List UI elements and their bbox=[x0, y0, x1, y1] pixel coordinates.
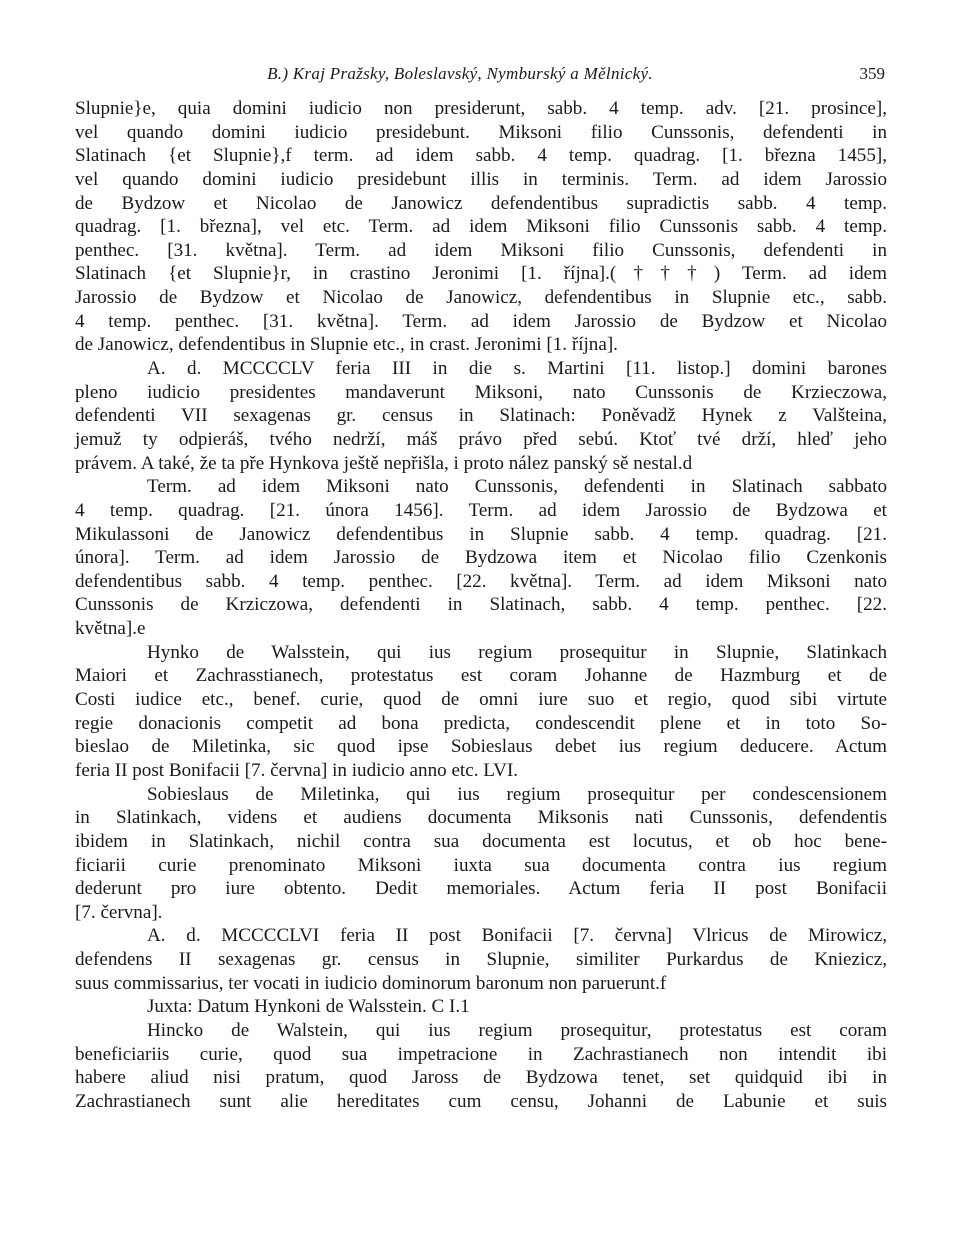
text-line: května].e bbox=[75, 618, 146, 640]
text-line: února]. Term. ad idem Jarossio de Bydzowa item et Nicolao filio Czenkonis bbox=[75, 547, 887, 569]
text-line: beneficiariis curie, quod sua impetracione in Zachrastianech non intendit ibi bbox=[75, 1043, 887, 1065]
text-line: Hincko de Walstein, qui ius regium prosequitur, protestatus est coram bbox=[147, 1019, 887, 1041]
text-line: Maiori et Zachrasstianech, protestatus est coram Johanne de Hazmburg et de bbox=[75, 665, 887, 687]
text-line: vel quando domini iudicio presidebunt. Miksoni filio Cunssonis, defendenti in bbox=[75, 121, 887, 143]
text-line: feria II post Bonifacii [7. června] in iudicio anno etc. LVI. bbox=[75, 759, 519, 781]
text-line: Jarossio de Bydzow et Nicolao de Janowicz, defendentibus in Slupnie etc., sabb. bbox=[75, 287, 887, 309]
text-line: quadrag. [1. března], vel etc. Term. ad idem Miksoni filio Cunssonis sabb. 4 temp. bbox=[75, 216, 887, 238]
text-line: Zachrastianech sunt alie hereditates cum censu, Johanni de Labunie et suis bbox=[75, 1090, 887, 1112]
page-number: 359 bbox=[859, 64, 885, 83]
text-line: Slatinach {et Slupnie},f term. ad idem sabb. 4 temp. quadrag. [1. března 1455], bbox=[75, 145, 887, 167]
text-line: suus commissarius, ter vocati in iudicio dominorum baronum non paruerunt.f bbox=[75, 972, 667, 994]
text-line: Sobieslaus de Miletinka, qui ius regium prosequitur per condescensionem bbox=[147, 783, 887, 805]
text-line: [7. června]. bbox=[75, 901, 163, 923]
text-line: penthec. [31. května]. Term. ad idem Miksoni filio Cunssonis, defendenti in bbox=[75, 239, 887, 261]
text-line: Mikulassoni de Janowicz defendentibus in Slupnie sabb. 4 temp. quadrag. [21. bbox=[75, 523, 887, 545]
text-line: Cunssonis de Krziczowa, defendenti in Slatinach, sabb. 4 temp. penthec. [22. bbox=[75, 594, 887, 616]
text-line: de Janowicz, defendentibus in Slupnie etc., in crast. Jeronimi [1. října]. bbox=[75, 334, 618, 356]
text-line: A. d. MCCCCLVI feria II post Bonifacii [7. června] Vlricus de Mirowicz, bbox=[147, 925, 887, 947]
text-line: 4 temp. penthec. [31. května]. Term. ad idem Jarossio de Bydzow et Nicolao bbox=[75, 310, 887, 332]
text-line: právem. A také, že ta pře Hynkova ještě nepřišla, i proto nález panský sě nestal.d bbox=[75, 452, 693, 474]
text-line: vel quando domini iudicio presidebunt illis in terminis. Term. ad idem Jarossio bbox=[75, 168, 887, 190]
text-line: Juxta: Datum Hynkoni de Walsstein. C I.1 bbox=[147, 996, 470, 1018]
text-line: defendens II sexagenas gr. census in Slupnie, similiter Purkardus de Kniezicz, bbox=[75, 949, 887, 971]
page-header bbox=[75, 64, 885, 88]
text-line: defendentibus sabb. 4 temp. penthec. [22. května]. Term. ad idem Miksoni nato bbox=[75, 570, 887, 592]
text-line: pleno iudicio presidentes mandaverunt Miksoni, nato Cunssonis de Krzieczowa, bbox=[75, 381, 887, 403]
body-text bbox=[75, 97, 887, 1114]
text-line: Costi iudice etc., benef. curie, quod de omni iure suo et regio, quod sibi virtute bbox=[75, 689, 887, 711]
text-line: Slupnie}e, quia domini iudicio non presiderunt, sabb. 4 temp. adv. [21. prosince], bbox=[75, 98, 887, 119]
text-line: jemuž ty odpieráš, tvého nedrží, máš právo před sebú. Ktoť tvé drží, hleď jeho bbox=[75, 428, 887, 450]
text-line: bieslao de Miletinka, sic quod ipse Sobieslaus debet ius regium deducere. Actum bbox=[75, 736, 887, 758]
text-line: Slatinach {et Slupnie}r, in crastino Jeronimi [1. října].(†††) Term. ad idem bbox=[75, 263, 887, 285]
text-line: 4 temp. quadrag. [21. února 1456]. Term. ad idem Jarossio de Bydzowa et bbox=[75, 499, 887, 521]
text-line: dederunt pro iure obtento. Dedit memoriales. Actum feria II post Bonifacii bbox=[75, 878, 887, 900]
text-line: defendenti VII sexagenas gr. census in Slatinach: Poněvadž Hynek z Valšteina, bbox=[75, 405, 887, 427]
text-line: Hynko de Walsstein, qui ius regium prosequitur in Slupnie, Slatinkach bbox=[147, 641, 887, 663]
running-head: B.) Kraj Pražsky, Boleslavský, Nymburský a Mělnický. bbox=[267, 64, 653, 83]
text-line: de Bydzow et Nicolao de Janowicz defendentibus supradictis sabb. 4 temp. bbox=[75, 192, 887, 214]
text-line: ibidem in Slatinkach, nichil contra sua documenta est locutus, et ob hoc bene- bbox=[75, 830, 887, 852]
text-line: A. d. MCCCCLV feria III in die s. Martini [11. listop.] domini barones bbox=[147, 358, 887, 380]
text-line: Term. ad idem Miksoni nato Cunssonis, defendenti in Slatinach sabbato bbox=[147, 476, 887, 498]
text-line: habere aliud nisi pratum, quod Jaross de Bydzowa tenet, set quidquid ibi in bbox=[75, 1067, 887, 1089]
text-line: regie donacionis competit ad bona predicta, condescendit plene et in toto So- bbox=[75, 712, 887, 734]
text-line: in Slatinkach, videns et audiens documenta Miksonis nati Cunssonis, defendentis bbox=[75, 807, 887, 829]
text-line: ficiarii curie prenominato Miksoni iuxta sua documenta contra ius regium bbox=[75, 854, 887, 876]
